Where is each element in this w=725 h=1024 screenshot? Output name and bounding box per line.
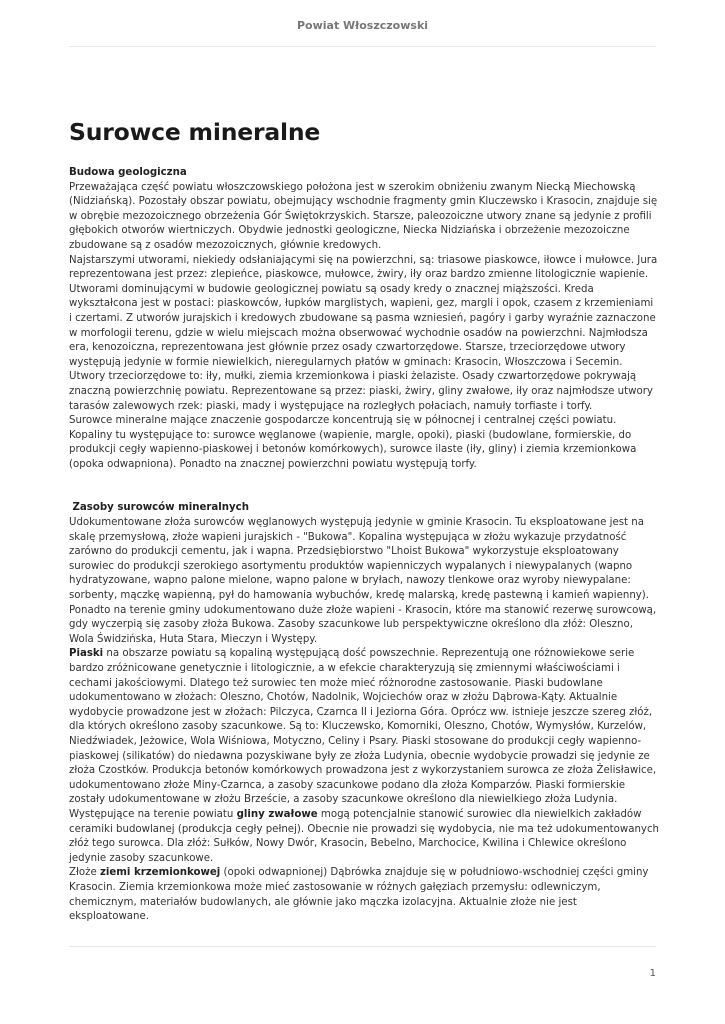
paragraph-text: Złoże xyxy=(69,867,100,879)
paragraph: Udokumentowane złoża surowców węglanowych występują jedynie w gminie Krasocin. Tu eksploatowane jest na skalę przemysłową, złoże wapieni jurajskich - "Bukowa". Kopalina występująca w złożu wykazuje przydatność zarówno do produkcji cementu, jak i wapna. Przedsiębiorstwo "Lhoist Bukowa" wykorzystuje eksploatowany surowiec do produkcji szerokiego asortymentu produktów wapienniczych wypalanych i niewypalanych (wapno hydratyzowane, wapno palone mielone, wapno palone w bryłach, nawozy tlenkowe oraz wyroby niewypalane: sorbenty, mączkę wapienną, pył do hamowania wybuchów, kredę malarską, kredę pastewną i kamień wapienny). Ponadto na terenie gminy udokumentowano duże złoże wapieni - Krasocin, które ma stanowić rezerwę surowcową, gdy wyczerpią się zasoby złoża Bukowa. Zasoby szacunkowe lub perspektywiczne określono dla złóż: Oleszno, Wola Świdzińska, Huta Stara, Mieczyn i Występy. xyxy=(69,517,657,645)
bold-term: ziemi krzemionkowej xyxy=(99,867,221,879)
bold-term: gliny zwałowe xyxy=(236,808,318,820)
footer-divider xyxy=(69,946,656,947)
bold-term: Piaski xyxy=(69,648,104,660)
section-heading-resources: Zasoby surowców mineralnych xyxy=(69,502,249,514)
section-spacer xyxy=(69,472,659,501)
paragraph: Najstarszymi utworami, niekiedy odsłaniającymi się na powierzchni, są: triasowe piaskowce, iłowce i mułowce. Jura reprezentowana jest przez: zlepieńce, piaskowce, mułowce, żwiry, iły oraz bardzo zmienne litologicznie wapienie. Utworami dominującymi w budowie geologicznej powiatu są osady kredy o znacznej miąższości. Kreda wykształcona jest w postaci: piaskowców, łupków marglistych, wapieni, gez, margli i opok, czasem z krzemieniami i czertami. Z utworów jurajskich i kredowych zbudowane są pasma wzniesień, pagóry i garby wyraźnie zaznaczone w morfologii terenu, gdzie w wielu miejscach można obserwować wychodnie osadów na powierzchni. Najmłodsza era, kenozoiczna, reprezentowana jest głównie przez osady czwartorzędowe. Starsze, trzeciorzędowe utwory występują jedynie w formie niewielkich, nieregularnych płatów w gminach: Krasocin, Włoszczowa i Secemin. Utwory trzeciorzędowe to: iły, mułki, ziemia krzemionkowa i piaski żelaziste. Osady czwartorzędowe pokrywają znaczną powierzchnię powiatu. Reprezentowane są przez: piaski, żwiry, gliny zwałowe, iły oraz najmłodsze utwory tarasów zalewowych rzek: piaski, mady i występujące na rozległych połaciach, namuły torfiaste i torfy. xyxy=(69,254,658,412)
page-title: Surowce mineralne xyxy=(69,118,321,146)
paragraph-text: (opoki odwapnionej) Dąbrówka znajduje się w południowo-wschodniej części gminy Krasocin. Ziemia krzemionkowa może mieć zastosowanie w różnych gałęziach przemysłu: odlewniczym, chemicznym, materiałów budowlanych, ale głównie jako mączka izolacyjna. Aktualnie złoże nie jest eksploatowane. xyxy=(69,867,649,923)
paragraph-text: mogą potencjalnie stanowić surowiec dla niewielkich zakładów ceramiki budowlanej (produkcja cegły pełnej). Obecnie nie prowadzi się wydobycia, nie ma też udokumentowanych złóż tego surowca. Dla złóż: Sułków, Nowy Dwór, Krasocin, Bebelno, Marchocice, Kwilina i Chlewice określono jedynie zasoby szacunkowe. xyxy=(69,808,660,864)
paragraph: Surowce mineralne mające znaczenie gospodarcze koncentrują się w północnej i centralnej części powiatu. Kopaliny tu występujące to: surowce węglanowe (wapienie, margle, opoki), piaski (budowlane, formierskie, do produkcji cegły wapienno-piaskowej i betonów komórkowych), surowce ilaste (iły, gliny) i ziemia krzemionkowa (opoka odwapniona). Ponadto na znacznej powierzchni powiatu występują torfy. xyxy=(69,415,637,470)
paragraph-clays xyxy=(69,808,659,866)
paragraph-diatomite xyxy=(69,866,659,924)
paragraph-text: Występujące na terenie powiatu xyxy=(69,808,237,820)
header-divider xyxy=(69,46,656,47)
document-body xyxy=(69,166,659,925)
page-number: 1 xyxy=(649,968,656,979)
section-heading-geology: Budowa geologiczna xyxy=(69,167,187,178)
paragraph: Przeważająca część powiatu włoszczowskiego położona jest w szerokim obniżeniu zwanym Niecką Miechowską (Nidziańską). Pozostały obszar powiatu, obejmujący wschodnie fragmenty gmin Kluczewsko i Krasocin, znajduje się w obrębie mezozoicznego obrzeżenia Gór Świętokrzyskich. Starsze, paleozoiczne utwory znane są jedynie z profili głębokich otworów wiertniczych. Obydwie jednostki geologiczne, Niecka Nidziańska i obrzeżenie mezozoiczne zbudowane są z osadów mezozoicznych, głównie kredowych. xyxy=(69,181,658,251)
paragraph-text: na obszarze powiatu są kopaliną występującą dość powszechnie. Reprezentują one różnowiekowe serie bardzo zróżnicowane genetycznie i litologicznie, a w efekcie charakteryzują się zmiennymi właściwościami i cechami jakościowymi. Dlatego też surowiec ten może mieć różnorodne zastosowanie. Piaski budowlane udokumentowano w złożach: Oleszno, Chotów, Nadolnik, Wojciechów oraz w złożu Dąbrowa-Kąty. Aktualnie wydobycie prowadzone jest w złożach: Pilczyca, Czarnca II i Jeziorna Góra. Oprócz ww. istnieje jeszcze szereg złóż, dla których określono zasoby szacunkowe. Są to: Kluczewsko, Komorniki, Oleszno, Chotów, Wymysłów, Kurzelów, Niedźwiadek, Jeżowice, Wola Wiśniowa, Motyczno, Celiny i Psary. Piaski stosowane do produkcji cegły wapienno-piaskowej (silikatów) do niedawna pozyskiwane były ze złoża Ludynia, obecnie wydobycie prowadzi się jedynie ze złoża Czostków. Produkcja betonów komórkowych prowadzona jest z wykorzystaniem surowca ze złoża Żelisławice, udokumentowano złoże Miny-Czarnca, a zasoby szacunkowe podano dla złoża Komparzów. Piaski formierskie zostały udokumentowane w złożu Brzeście, a zasoby szacunkowe określono dla niewielkiego złoża Ludynia. xyxy=(69,648,657,806)
paragraph-sands xyxy=(69,647,659,808)
running-header: Powiat Włoszczowski xyxy=(296,19,429,32)
